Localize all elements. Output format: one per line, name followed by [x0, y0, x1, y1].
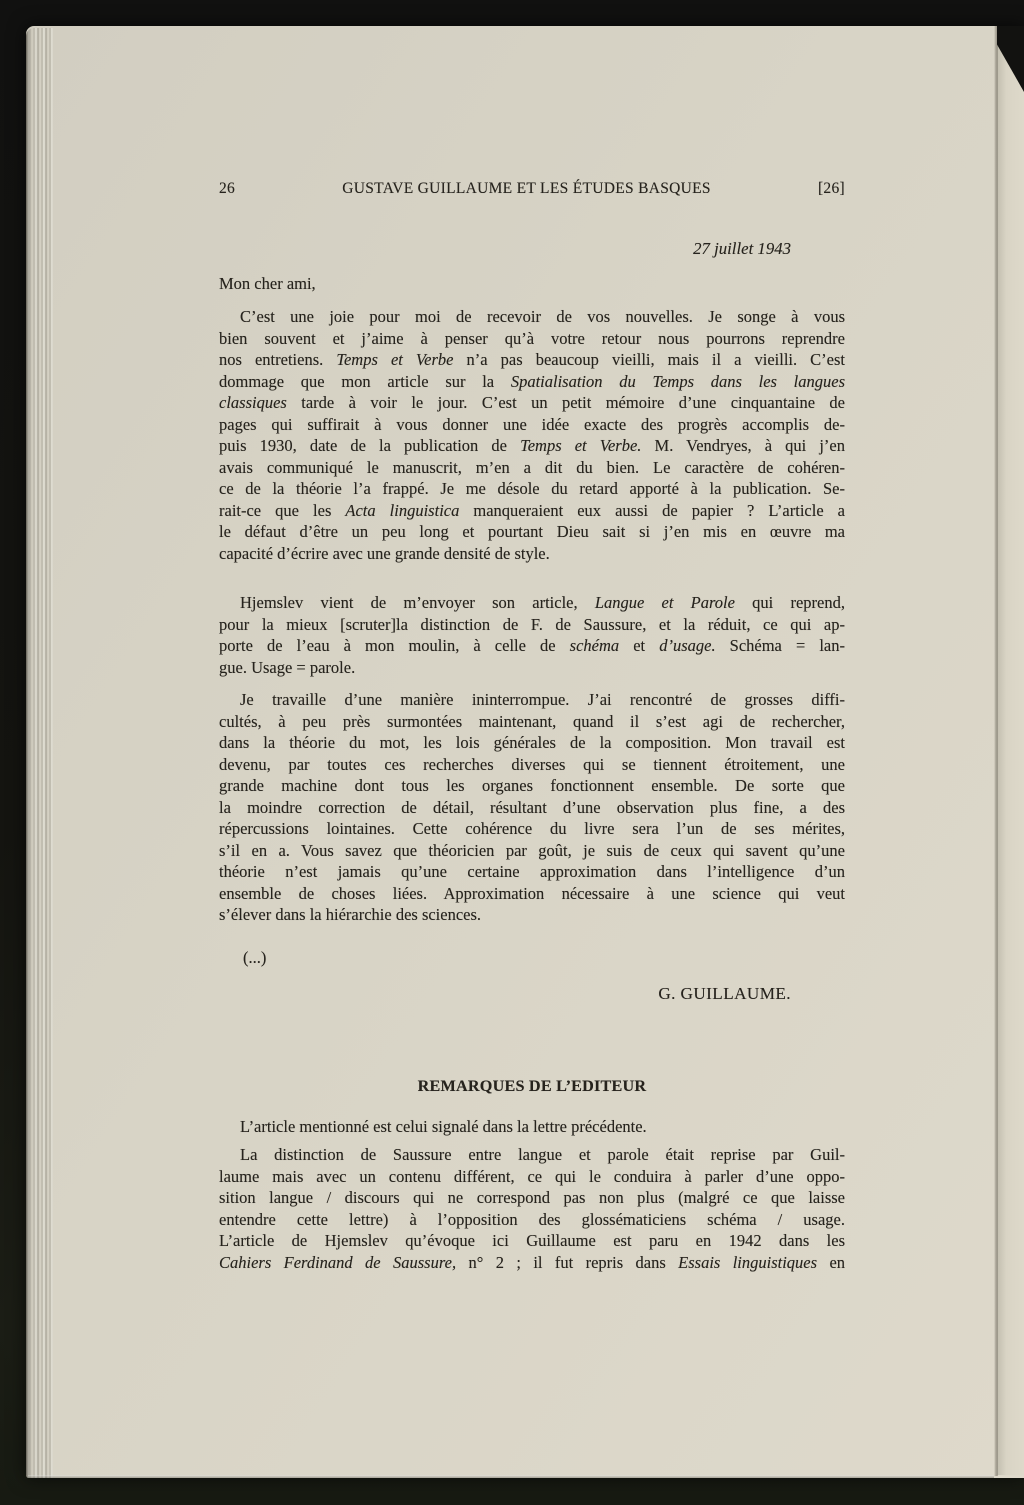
letter-paragraph-3: Je travaille d’une manière ininterrompue. J’ai rencontré de grosses diffi- cultés, à peu près surmontées maintenant, quand il s’est agi de rechercher, dans la théorie du mot, les lois générales de la composition. Mon travail est devenu, par toutes ces recherches diverses qui se tiennent étroitement, une grande machine dont tous les organes fonctionnent ensemble. De sorte que la moindre correction de détail, résultant d’une observation plus fine, a des répercussions lointaines. Cette cohérence du livre sera l’un de ses mérites, s’il en a. Vous savez que théoricien par goût, je suis de ceux qui savent qu’une théorie n’est jamais qu’une certaine approximation dans l’intelligence d’un ensemble de choses liées. Approximation nécessaire à une science qui veut s’élever dans la hiérarchie des sciences. — [219, 690, 845, 925]
bracket-page-number: [26] — [817, 180, 845, 197]
page-header — [219, 180, 845, 198]
editor-paragraph-1: L’article mentionné est celui signalé dans la lettre précédente. — [240, 1117, 647, 1136]
letter-dateline: 27 juillet 1943 — [693, 239, 791, 258]
page-number: 26 — [219, 180, 236, 197]
letter-paragraph-1: C’est une joie pour moi de recevoir de vos nouvelles. Je songe à vous bien souvent et j’aime à penser qu’à votre retour nous pourrons reprendre nos entretiens. Temps et Verbe n’a pas beaucoup vieilli, mais il a vieilli. C’est dommage que mon article sur la Spatialisation du Temps dans les langues classiques tarde à voir le jour. C’est un petit mémoire d’une cinquantaine de pages qui suffirait à vous donner une idée exacte des progrès accomplis de- puis 1930, date de la publication de Temps et Verbe. M. Vendryes, à qui j’en avais communiqué le manuscrit, m’en a dit du bien. Le caractère de cohéren- ce de la théorie l’a frappé. Je me désole du retard apporté à la publication. Se- rait-ce que les Acta linguistica manqueraient eux aussi de papier ? L’article a le défaut d’être un peu long et pourtant Dieu sait si j’en mis en œuvre ma capacité d’écrire avec une grande densité de style. — [219, 307, 846, 564]
running-title: GUSTAVE GUILLAUME ET LES ÉTUDES BASQUES — [342, 180, 711, 197]
letter-paragraph-2: Hjemslev vient de m’envoyer son article, Langue et Parole qui reprend, pour la mieux [scruter]la distinction de F. de Saussure, et la réduit, ce qui ap- porte de l’eau à mon moulin, à celle de schéma et d’usage. Schéma = lan- gue. Usage = parole. — [219, 593, 845, 677]
editor-remarks-heading: REMARQUES DE L’EDITEUR — [417, 1077, 647, 1095]
editor-paragraph-2: La distinction de Saussure entre langue et parole était reprise par Guil- laume mais avec un contenu différent, ce qui le conduira à parler d’une oppo- sition langue / discours qui ne correspond pas non plus (malgré ce que laisse entendre cette lettre) à l’opposition des glossématiciens schéma / usage. L’article de Hjemslev qu’évoque ici Guillaume est paru en 1942 dans les Cahiers Ferdinand de Saussure, n° 2 ; il fut repris dans Essais linguistiques en — [219, 1145, 846, 1272]
letter-salutation: Mon cher ami, — [219, 274, 316, 293]
omission-mark: (...) — [243, 948, 267, 967]
letter-signature: G. GUILLAUME. — [658, 984, 791, 1003]
